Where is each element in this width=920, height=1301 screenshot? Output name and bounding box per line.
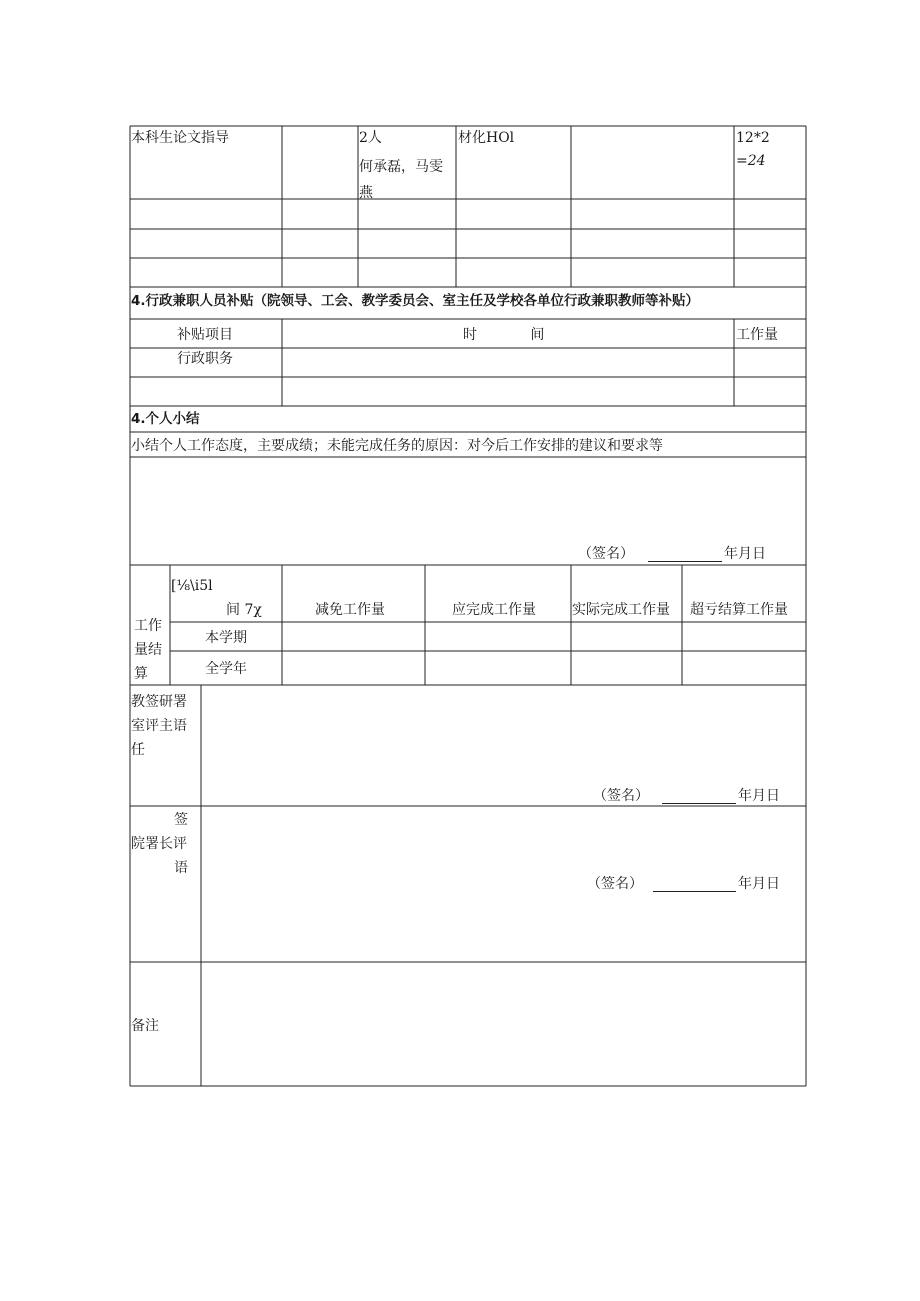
admin-col-workload: 工作量 [736,327,778,343]
summary-sign-label: （签名） [578,546,634,562]
thesis-class: 材化HOl [458,130,515,146]
settlement-col-should: 应完成工作量 [452,602,536,618]
thesis-student-count: 2人 [359,130,382,146]
office-review-label: 教签研署室评主语任 [131,694,187,758]
summary-section-title: 4.个人小结 [131,411,200,427]
settlement-col-reduce: 减免工作量 [315,602,385,618]
settlement-col-surplus: 超亏结算工作量 [690,602,788,618]
dean-sign-blank[interactable] [653,891,736,892]
admin-section-title: 4.行政兼职人员补贴（院领导、工会、教学委员会、室主任及学校各单位行政兼职教师等补贴） [131,293,700,309]
settlement-corner-top: [⅛\i5l [171,578,213,594]
office-sign-blank[interactable] [662,803,736,804]
settlement-col-actual: 实际完成工作量 [572,602,670,618]
summary-prompt: 小结个人工作态度，主要成绩；未能完成任务的原因：对今后工作安排的建议和要求等 [131,438,663,454]
office-sign-label: （签名） [593,788,649,804]
remarks-label: 备注 [131,1018,159,1034]
dean-label-mid: 院署长评 [131,836,187,852]
dean-label-top: 签 [174,812,188,828]
thesis-workload-result: =24 [736,153,766,169]
settlement-label: 工作量结算 [134,618,162,682]
summary-sign-blank[interactable] [648,561,722,562]
thesis-name: 本科生论文指导 [131,130,229,146]
admin-col-time: 时 间 [463,327,545,343]
thesis-workload-formula: 12*2 [736,130,770,146]
thesis-student-names: 何承磊，马雯燕 [359,159,443,201]
admin-row-duty: 行政职务 [177,351,233,367]
office-date-label: 年月日 [738,788,780,804]
settlement-row-year: 全学年 [205,661,247,677]
admin-col-item: 补贴项目 [177,327,233,343]
settlement-row-semester: 本学期 [205,630,247,646]
settlement-corner-bottom: 间 7χ [226,602,262,618]
dean-sign-label: （签名） [587,876,643,892]
summary-date-label: 年月日 [724,546,766,562]
remarks-field[interactable] [202,963,805,1085]
dean-label-bottom: 语 [174,860,188,876]
dean-date-label: 年月日 [738,876,780,892]
